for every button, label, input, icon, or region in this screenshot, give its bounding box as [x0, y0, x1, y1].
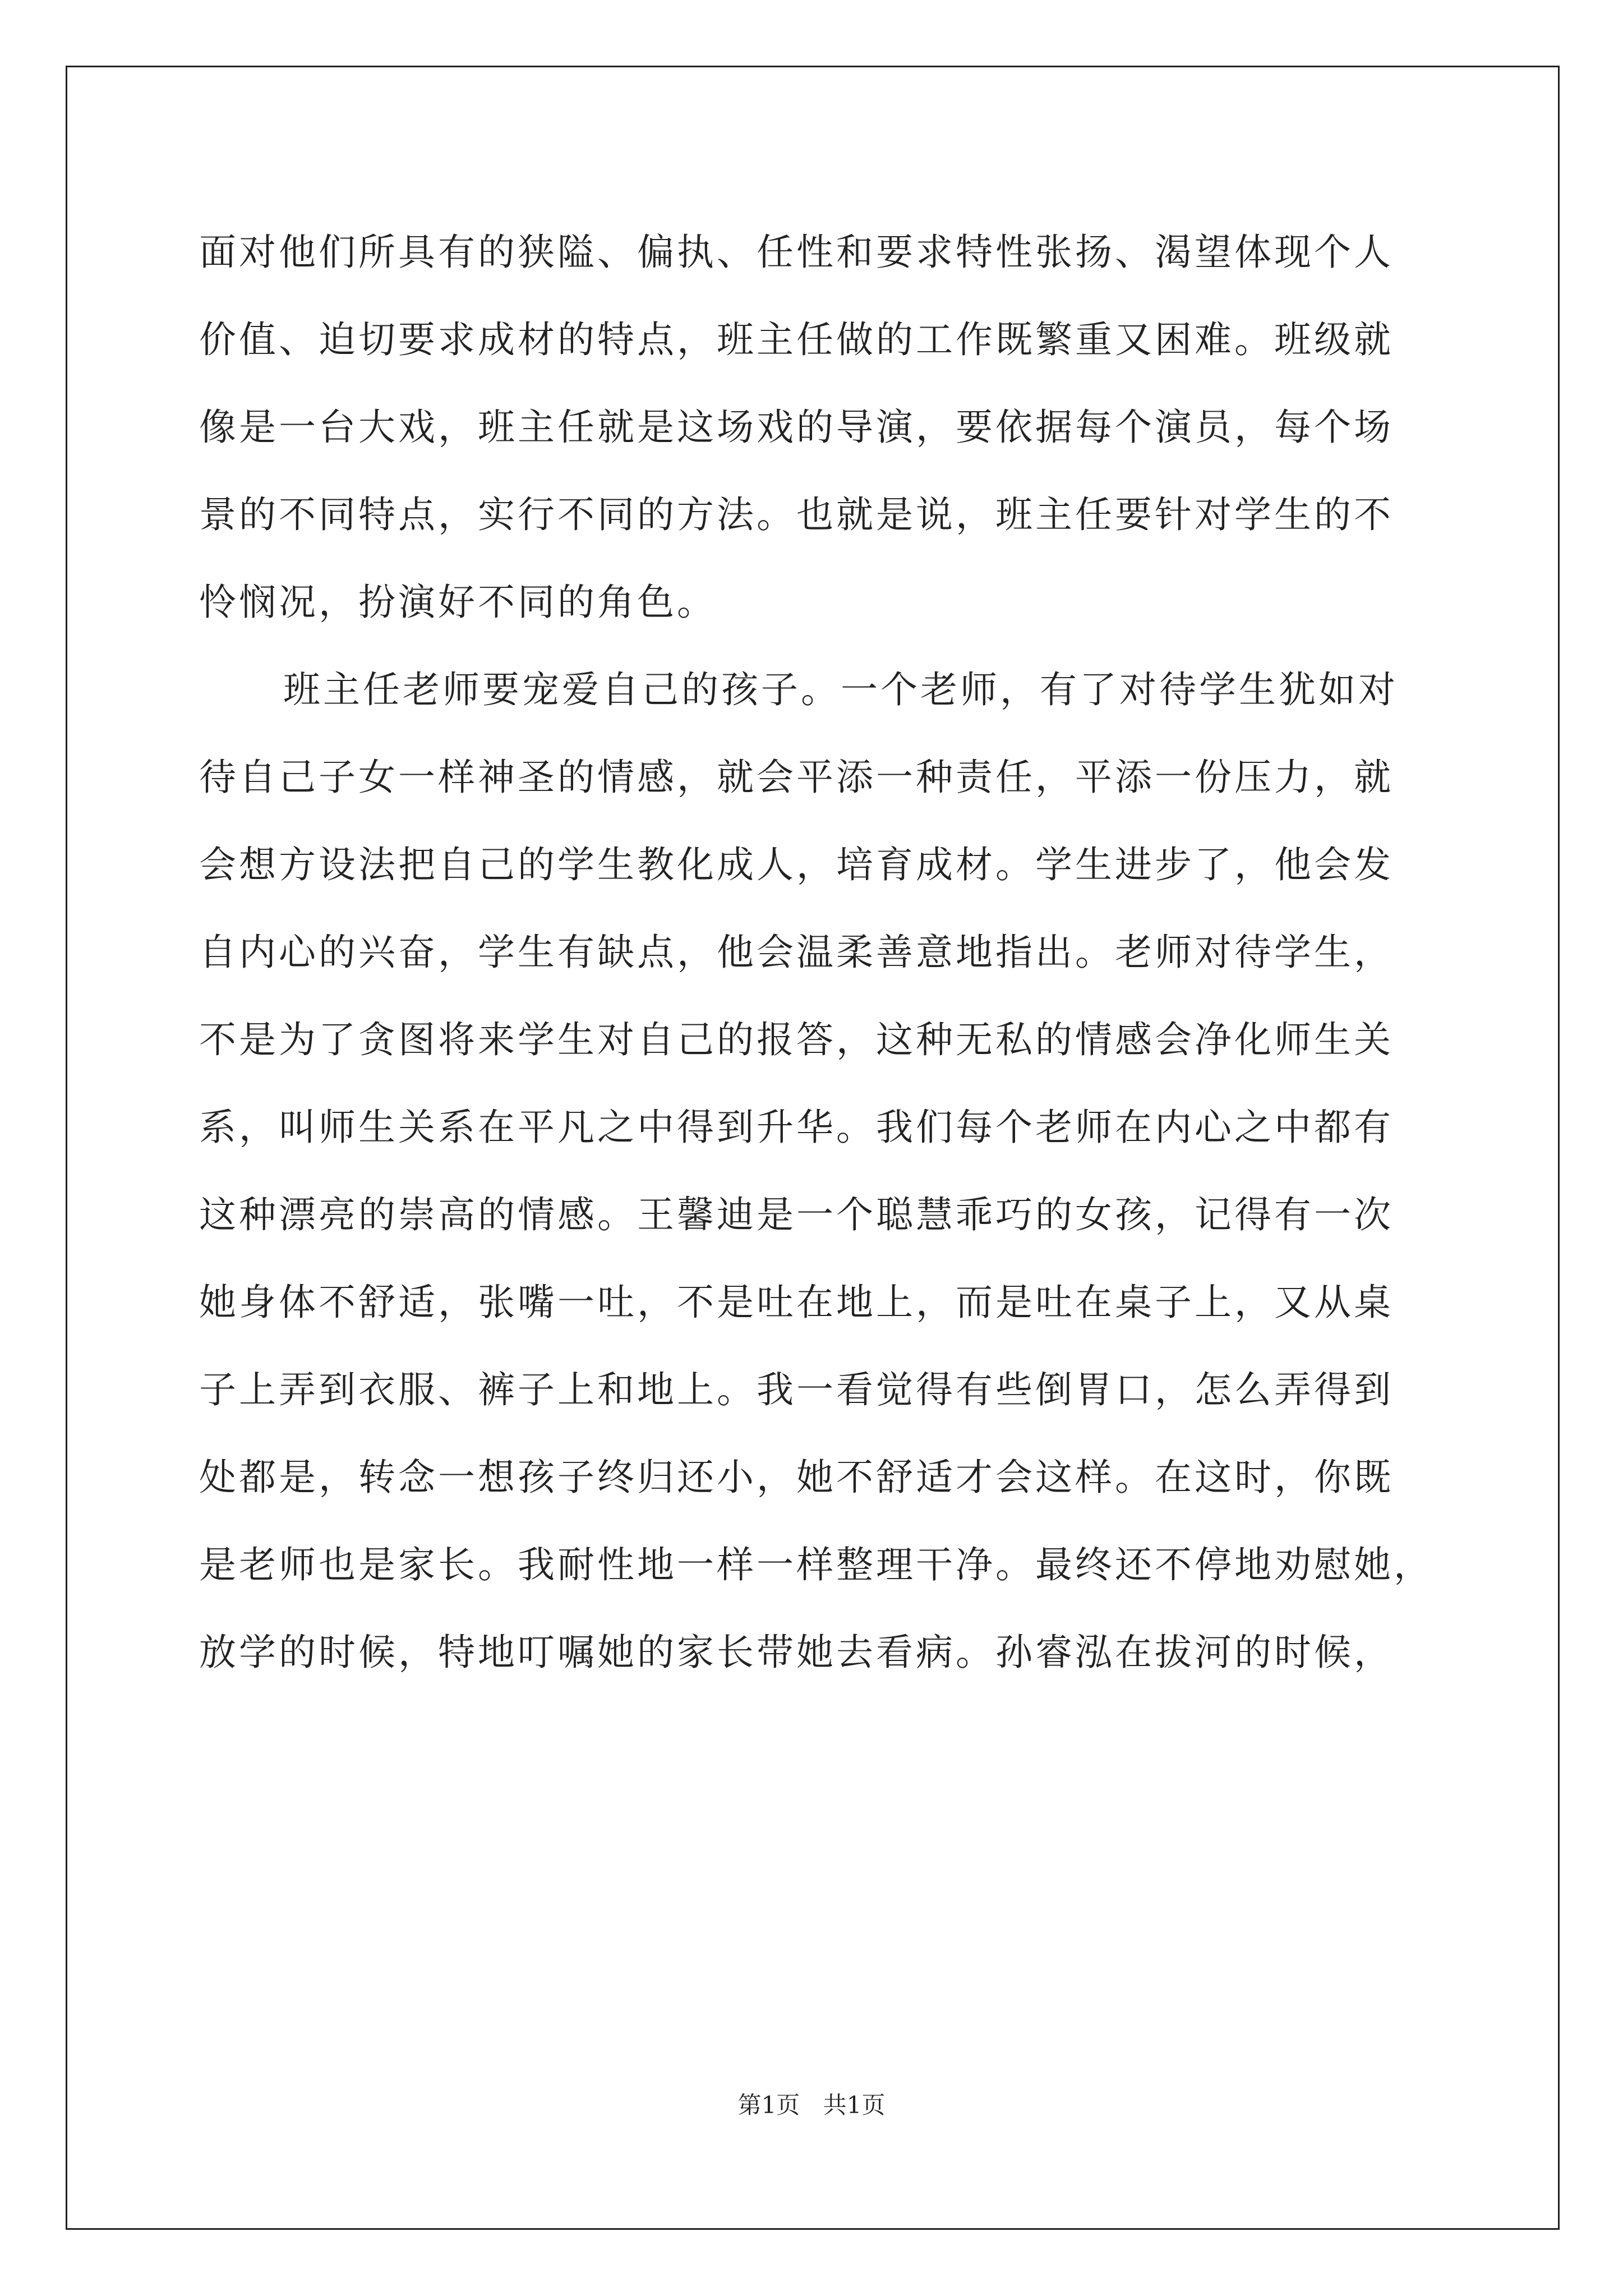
text-line: 不是为了贪图将来学生对自己的报答，这种无私的情感会净化师生关: [199, 1018, 1394, 1061]
text-line: 她身体不舒适，张嘴一吐，不是吐在地上，而是吐在桌子上，又从桌: [199, 1281, 1394, 1324]
text-line: 怜悯况，扮演好不同的角色。: [199, 581, 717, 624]
text-line: 子上弄到衣服、裤子上和地上。我一看觉得有些倒胃口，怎么弄得到: [199, 1368, 1394, 1411]
text-line-indented: 班主任老师要宠爱自己的孩子。一个老师，有了对待学生犹如对: [283, 668, 1398, 711]
page-number-total: 共1页: [823, 2091, 886, 2119]
text-line: 面对他们所具有的狭隘、偏执、任性和要求特性张扬、渴望体现个人: [199, 231, 1394, 274]
text-line: 价值、迫切要求成材的特点，班主任做的工作既繁重又困难。班级就: [199, 318, 1394, 361]
text-line: 是老师也是家长。我耐性地一样一样整理干净。最终还不停地劝慰她，: [199, 1543, 1433, 1586]
text-line: 景的不同特点，实行不同的方法。也就是说，班主任要针对学生的不: [199, 493, 1394, 536]
document-body: [199, 209, 1444, 1696]
text-line: 待自己子女一样神圣的情感，就会平添一种责任，平添一份压力，就: [199, 756, 1394, 799]
page-number-current: 第1页: [737, 2091, 800, 2119]
text-line: 会想方设法把自己的学生教化成人，培育成材。学生进步了，他会发: [199, 843, 1394, 886]
text-line: 处都是，转念一想孩子终归还小，她不舒适才会这样。在这时，你既: [199, 1456, 1394, 1499]
page-footer: [0, 2087, 1623, 2120]
text-line: 系，叫师生关系在平凡之中得到升华。我们每个老师在内心之中都有: [199, 1106, 1394, 1149]
text-line: 自内心的兴奋，学生有缺点，他会温柔善意地指出。老师对待学生，: [199, 931, 1394, 974]
text-line: 像是一台大戏，班主任就是这场戏的导演，要依据每个演员，每个场: [199, 406, 1394, 449]
text-line: 放学的时候，特地叮嘱她的家长带她去看病。孙睿泓在拔河的时候，: [199, 1631, 1394, 1674]
text-line: 这种漂亮的崇高的情感。王馨迪是一个聪慧乖巧的女孩，记得有一次: [199, 1193, 1394, 1236]
